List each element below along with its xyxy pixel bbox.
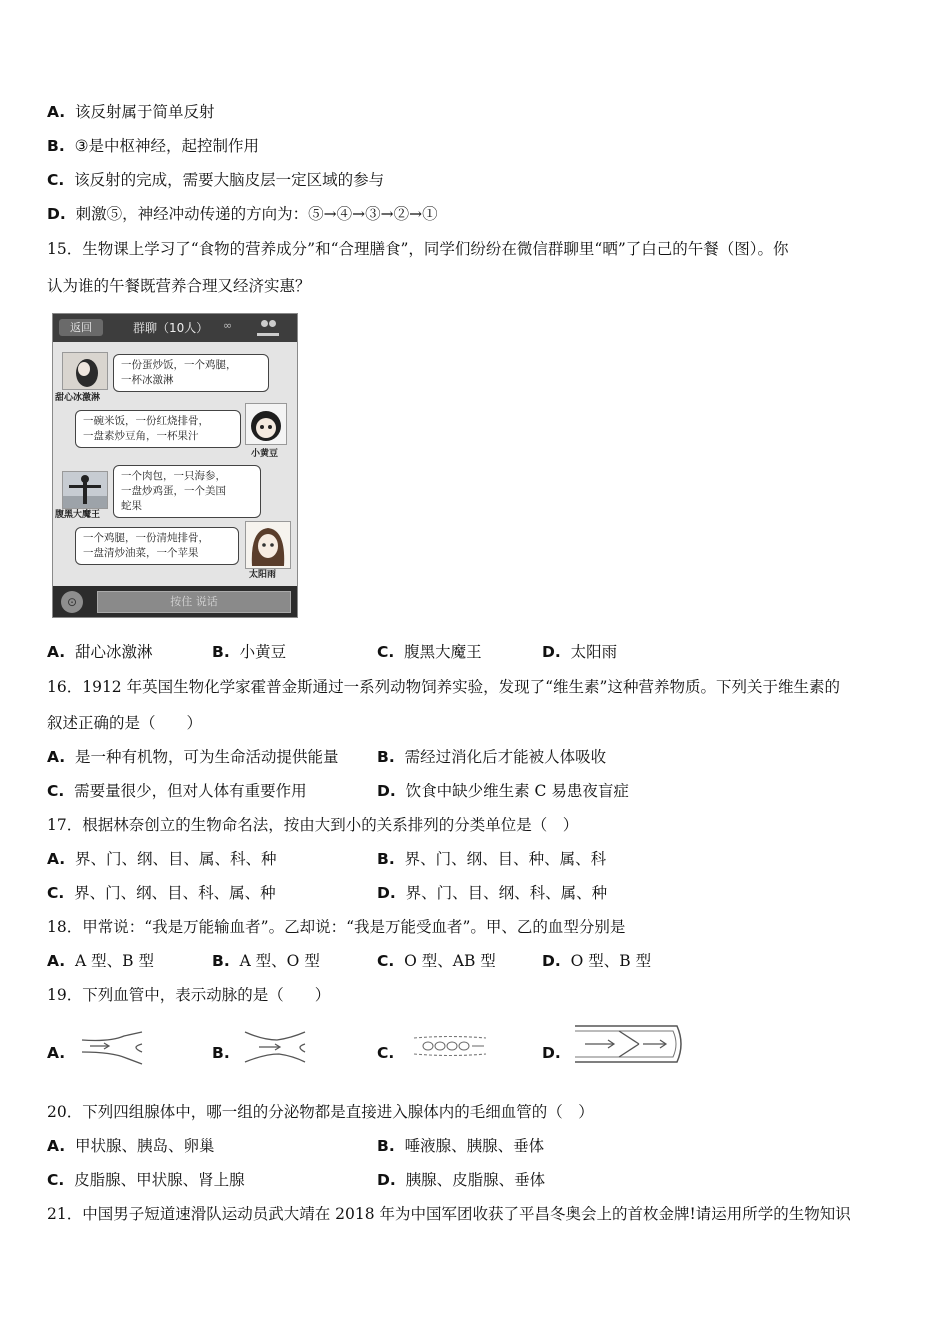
chat-title: 群聊（10人） [133, 321, 209, 335]
q15-option-c: C. 腹黑大魔王 [377, 643, 482, 661]
q14-option-b: B. ③是中枢神经，起控制作用 [47, 137, 259, 155]
q18-option-a: A. A 型、B 型 [47, 952, 154, 970]
q18-option-d: D. O 型、B 型 [542, 952, 652, 970]
q15-stem-line2: 认为谁的午餐既营养合理又经济实惠？ [47, 277, 311, 295]
message-bubble-2: 一碗米饭，一份红烧排骨， 一盘素炒豆角，一杯果汁 [75, 410, 241, 448]
name-fuhei: 腹黑大魔王 [55, 510, 101, 520]
q16-stem-line2: 叙述正确的是（ ） [47, 714, 203, 732]
q14-option-a: A. 该反射属于简单反射 [47, 103, 215, 121]
hold-to-talk-button: 按住 说话 [97, 591, 291, 613]
q21-stem: 21．中国男子短道速滑队运动员武大靖在 2018 年为中国军团收获了平昌冬奥会上的首枚金牌!请运用所学的生物知识 [47, 1205, 851, 1223]
avatar-fuhei [62, 471, 108, 509]
name-taiyangyu: 太阳雨 [249, 570, 277, 580]
message-bubble-1: 一份蛋炒饭，一个鸡腿， 一杯冰激淋 [113, 354, 269, 392]
avatar-xiaohuangdou [245, 403, 287, 445]
message-bubble-3: 一个肉包，一只海参， 一盘炒鸡蛋，一个美国 蛇果 [113, 465, 261, 518]
name-xiaohuangdou: 小黄豆 [251, 449, 279, 459]
chat-header [53, 314, 297, 342]
chat-input-bar [53, 586, 297, 617]
q16-option-a: A. 是一种有机物，可为生命活动提供能量 [47, 748, 339, 766]
portrait-icon [63, 353, 107, 389]
chat-back-button: 返回 [59, 319, 103, 336]
q19-option-d-label: D. [542, 1044, 561, 1062]
q19-option-b-label: B. [212, 1044, 230, 1062]
man-silhouette-icon [63, 472, 107, 508]
group-members-icon [257, 322, 279, 336]
q20-option-c: C. 皮脂腺、甲状腺、肾上腺 [47, 1171, 245, 1189]
q20-stem: 20．下列四组腺体中，哪一组的分泌物都是直接进入腺体内的毛细血管的（ ） [47, 1103, 594, 1121]
avatar-taiyangyu [245, 521, 291, 569]
q16-stem-line1: 16．1912 年英国生物化学家霍普金斯通过一系列动物饲养实验，发现了“维生素”这种营养物质。下列关于维生素的 [47, 678, 840, 696]
cartoon-girl-icon [246, 404, 286, 444]
q16-option-d: D. 饮食中缺少维生素 C 易患夜盲症 [377, 782, 629, 800]
q15-option-b: B. 小黄豆 [212, 643, 287, 661]
q17-option-d: D. 界、门、目、纲、科、属、种 [377, 884, 608, 902]
q14-option-d: D. 刺激⑤，神经冲动传递的方向为：⑤→④→③→②→① [47, 205, 438, 223]
anime-girl-icon [246, 522, 290, 568]
q16-option-c: C. 需要量很少，但对人体有重要作用 [47, 782, 307, 800]
q19-option-a-label: A. [47, 1044, 66, 1062]
q18-stem: 18．甲常说：“我是万能输血者”。乙却说：“我是万能受血者”。甲、乙的血型分别是 [47, 918, 626, 936]
vessel-c-diagram [412, 1032, 488, 1060]
chat-status-icon: ∞ [223, 319, 233, 332]
q20-option-b: B. 唾液腺、胰腺、垂体 [377, 1137, 545, 1155]
q19-option-c-label: C. [377, 1044, 395, 1062]
q14-option-c: C. 该反射的完成，需要大脑皮层一定区域的参与 [47, 171, 385, 189]
q18-option-c: C. O 型、AB 型 [377, 952, 496, 970]
q18-option-b: B. A 型、O 型 [212, 952, 320, 970]
name-tianxin: 甜心冰激淋 [55, 393, 101, 403]
q19-stem: 19．下列血管中，表示动脉的是（ ） [47, 986, 331, 1004]
q20-option-d: D. 胰腺、皮脂腺、垂体 [377, 1171, 546, 1189]
avatar-tianxin [62, 352, 108, 390]
q16-option-b: B. 需经过消化后才能被人体吸收 [377, 748, 607, 766]
chat-voice-icon: ⊙ [61, 591, 83, 613]
wechat-group-screenshot [52, 313, 298, 618]
q17-option-c: C. 界、门、纲、目、科、属、种 [47, 884, 276, 902]
q15-stem-line1: 15．生物课上学习了“食物的营养成分”和“合理膳食”，同学们纷纷在微信群聊里“晒”了白己的午餐（图）。你 [47, 240, 789, 258]
q15-option-a: A. 甜心冰激淋 [47, 643, 153, 661]
q17-option-a: A. 界、门、纲、目、属、科、种 [47, 850, 277, 868]
vessel-d-diagram [573, 1022, 687, 1066]
q15-option-d: D. 太阳雨 [542, 643, 618, 661]
q17-option-b: B. 界、门、纲、目、种、属、科 [377, 850, 607, 868]
vessel-a-diagram [80, 1030, 152, 1066]
q17-stem: 17．根据林奈创立的生物命名法，按由大到小的关系排列的分类单位是（ ） [47, 816, 579, 834]
q20-option-a: A. 甲状腺、胰岛、卵巢 [47, 1137, 215, 1155]
vessel-b-diagram [243, 1028, 309, 1066]
message-bubble-4: 一个鸡腿，一份清炖排骨， 一盘清炒油菜，一个苹果 [75, 527, 239, 565]
